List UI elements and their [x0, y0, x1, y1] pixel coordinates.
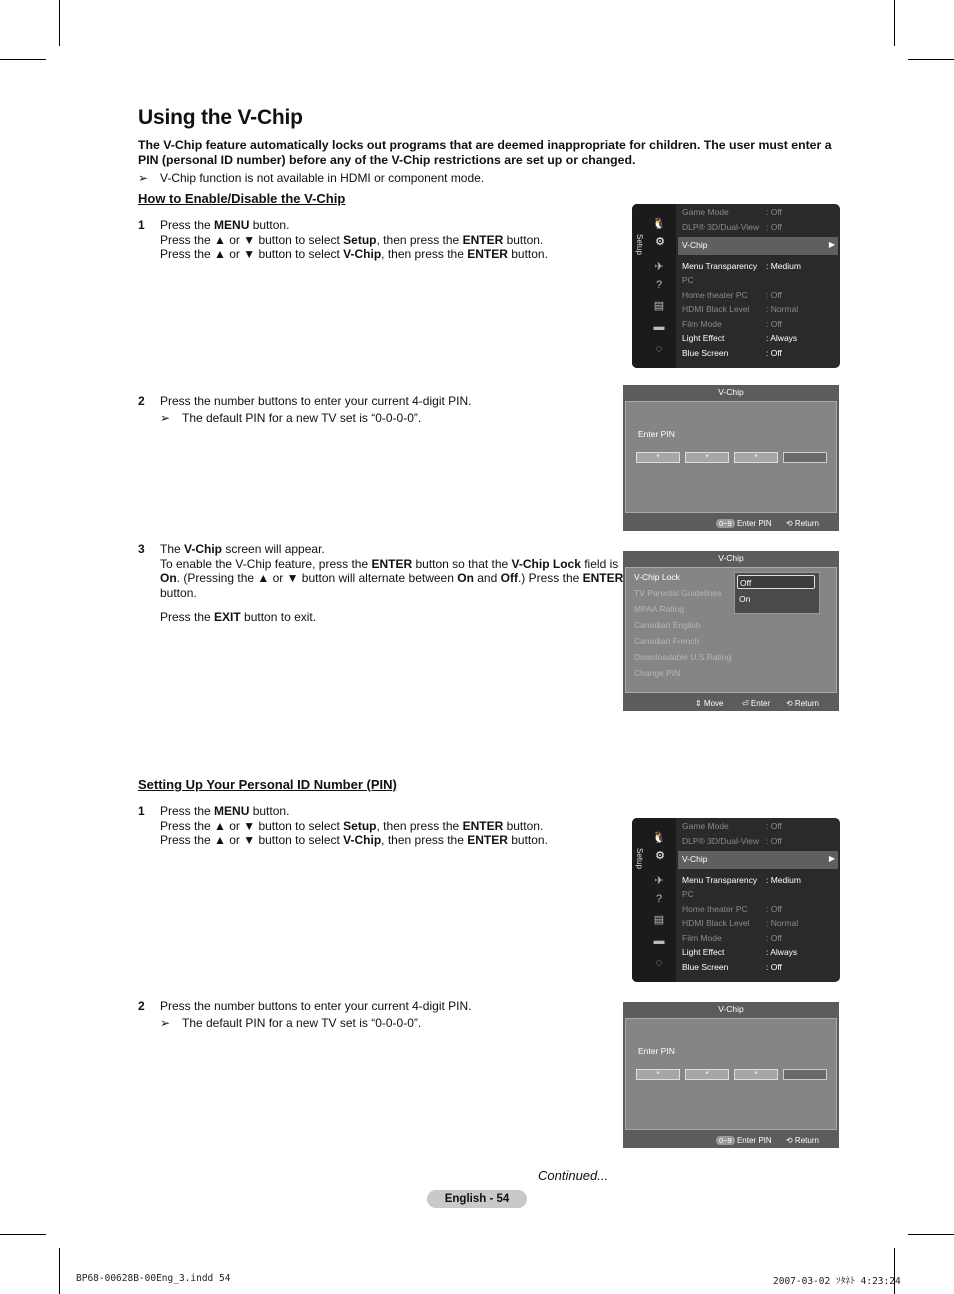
dialog-footer [623, 697, 839, 711]
setup-side-label: Setup [635, 234, 644, 255]
hdmi-note [138, 171, 484, 186]
hdmi-note-text: V-Chip function is not available in HDMI or component mode. [160, 171, 485, 185]
pin-prompt: Enter PIN [638, 429, 675, 439]
dialog-title: V-Chip [718, 387, 744, 397]
step-number: 1 [138, 218, 145, 232]
setup-menu-screenshot [632, 818, 840, 982]
crop-mark [908, 59, 954, 60]
crop-mark [59, 1248, 60, 1294]
menu-row: Light Effect : Always [682, 333, 798, 343]
pin-prompt: Enter PIN [638, 1046, 675, 1056]
lock-options-popup [734, 572, 820, 614]
pin-digit-box[interactable]: * [685, 452, 729, 463]
support-icon: ◌ [655, 343, 663, 355]
crop-mark [59, 0, 60, 46]
channel-icon: ▤ [653, 300, 665, 312]
channel-icon: ▤ [653, 914, 665, 926]
vchip-menu-item[interactable]: Change PIN [634, 668, 681, 678]
menu-row-vchip-selected[interactable]: V-Chip ▶ [678, 237, 838, 255]
pin-digit-box[interactable]: * [636, 452, 680, 463]
vchip-menu-item[interactable]: Downloadable U.S.Rating [634, 652, 732, 662]
sound-icon: ✈ [654, 875, 664, 887]
option-off[interactable]: Off [737, 575, 815, 589]
input-icon: ▬ [653, 321, 665, 333]
crop-mark [894, 1248, 895, 1294]
crop-mark [0, 1234, 46, 1235]
menu-row: Menu Transparency : Medium [682, 875, 801, 885]
number-keys-badge: 0~9 [716, 1136, 735, 1145]
page-number-badge: English - 54 [427, 1190, 527, 1208]
menu-row: Game Mode : Off [682, 207, 782, 217]
menu-row: Game Mode : Off [682, 821, 782, 831]
menu-row: Menu Transparency : Medium [682, 261, 801, 271]
section-heading-pin: Setting Up Your Personal ID Number (PIN) [138, 777, 397, 792]
file-slug: BP68-00628B-00Eng_3.indd 54 [76, 1273, 231, 1284]
menu-row: DLP® 3D/Dual-View : Off [682, 836, 782, 846]
intro-paragraph: The V-Chip feature automatically locks out programs that are deemed inappropriate for children. The user must enter a PIN (personal ID number) before any of the V-Chip restrictions are set up or changed. [138, 138, 832, 167]
number-keys-badge: 0~9 [716, 519, 735, 528]
menu-row: Blue Screen : Off [682, 962, 782, 972]
vchip-menu-item[interactable]: Canadian English [634, 620, 701, 630]
arrow-icon: ➢ [160, 1015, 171, 1030]
picture-icon: 🐧 [652, 832, 666, 844]
menu-row: Home theater PC : Off [682, 904, 782, 914]
pin-digit-box[interactable]: * [685, 1069, 729, 1080]
input-icon: ▬ [653, 935, 665, 947]
picture-icon: 🐧 [652, 218, 666, 230]
vchip-menu-item[interactable]: MPAA Rating [634, 604, 684, 614]
pin-dialog-screenshot [623, 385, 839, 531]
menu-row: Home theater PC : Off [682, 290, 782, 300]
chevron-right-icon: ▶ [828, 240, 835, 249]
sound-icon: ✈ [654, 261, 664, 273]
vchip-menu-item[interactable]: Canadian French [634, 636, 700, 646]
continued-label: Continued... [538, 1168, 609, 1183]
menu-row-vchip-selected[interactable]: V-Chip ▶ [678, 851, 838, 869]
pin-digit-box[interactable]: * [734, 1069, 778, 1080]
move-hint: ⇕ Move [695, 699, 724, 708]
chevron-right-icon: ▶ [828, 854, 835, 863]
setup-gear-icon: ⚙ [655, 850, 665, 862]
return-hint: ⟲ Return [786, 1136, 819, 1145]
dialog-title: V-Chip [718, 1004, 744, 1014]
page-title: Using the V-Chip [138, 106, 303, 129]
menu-row: PC [682, 889, 694, 899]
menu-row: Light Effect : Always [682, 947, 798, 957]
section-heading-enable: How to Enable/Disable the V-Chip [138, 191, 346, 206]
return-hint: ⟲ Return [786, 519, 819, 528]
vchip-lock-item[interactable]: V-Chip Lock [634, 572, 680, 582]
vchip-dialog-screenshot [623, 551, 839, 711]
menu-row: HDMI Black Level : Normal [682, 304, 799, 314]
crop-mark [0, 59, 46, 60]
dialog-title: V-Chip [718, 553, 744, 563]
dialog-footer: 0~9 Enter PIN ⟲ Return [623, 517, 839, 531]
vchip-menu-item[interactable]: TV Parental Guidelines [634, 588, 722, 598]
menu-row: Film Mode : Off [682, 319, 782, 329]
menu-row: Blue Screen : Off [682, 348, 782, 358]
pin-digit-box[interactable]: * [734, 452, 778, 463]
arrow-icon: ➢ [160, 410, 171, 425]
dialog-footer: 0~9 Enter PIN ⟲ Return [623, 1134, 839, 1148]
return-hint: ⟲ Return [786, 699, 819, 708]
enter-hint: ⏎ Enter [742, 699, 771, 708]
menu-row: HDMI Black Level : Normal [682, 918, 799, 928]
pin-digit-box[interactable]: * [636, 1069, 680, 1080]
option-on[interactable]: On [739, 594, 751, 604]
pin-digit-box[interactable] [783, 452, 827, 463]
crop-mark [908, 1234, 954, 1235]
crop-mark [894, 0, 895, 46]
help-icon: ? [655, 279, 663, 291]
support-icon: ◌ [655, 957, 663, 969]
pin-dialog-screenshot [623, 1002, 839, 1148]
help-icon: ? [655, 893, 663, 905]
menu-row: DLP® 3D/Dual-View : Off [682, 222, 782, 232]
setup-gear-icon: ⚙ [655, 236, 665, 248]
setup-menu-screenshot [632, 204, 840, 368]
arrow-icon: ➢ [138, 171, 149, 185]
setup-side-label: Setup [635, 848, 644, 869]
menu-row: Film Mode : Off [682, 933, 782, 943]
date-slug: 2007-03-02 ｿﾀﾈﾄ 4:23:24 [773, 1276, 901, 1287]
menu-row: PC [682, 275, 694, 285]
pin-digit-box[interactable] [783, 1069, 827, 1080]
